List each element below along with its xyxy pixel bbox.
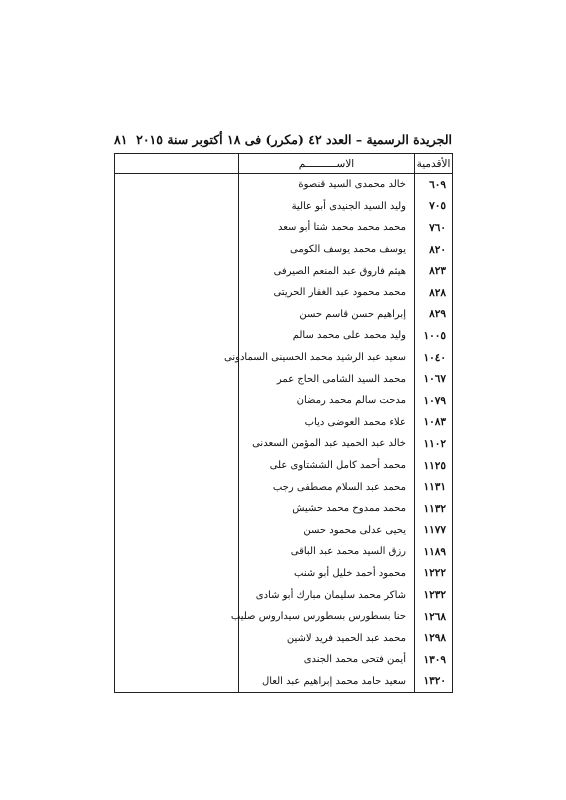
seniority-cell: ٨٢٩ [415,304,453,326]
seniority-cell: ٨٢٣ [415,260,453,282]
seniority-cell: ١٠٦٧ [415,368,453,390]
seniority-cell: ١١٧٧ [415,520,453,542]
seniority-cell: ٦٠٩ [415,174,453,196]
table-row [115,174,453,196]
name-cell: يوسف محمد يوسف الكومى [239,239,415,261]
name-cell: أيمن فتحى محمد الجندى [239,649,415,671]
table-row [115,606,453,628]
extra-cell [115,390,239,412]
seniority-cell: ١١٢٥ [415,455,453,477]
extra-cell [115,325,239,347]
seniority-cell: ١١٣١ [415,476,453,498]
extra-cell [115,368,239,390]
name-cell: وليد السيد الجنيدى أبو عالية [239,196,415,218]
table-row [115,433,453,455]
seniority-cell: ١٠٨٣ [415,412,453,434]
name-cell: هيثم فاروق عبد المنعم الصيرفى [239,260,415,282]
name-cell: إبراهيم حسن قاسم حسن [239,304,415,326]
table-row [115,498,453,520]
extra-cell [115,498,239,520]
extra-cell [115,304,239,326]
seniority-cell: ١١٨٩ [415,541,453,563]
seniority-cell: ١٣٢٠ [415,671,453,693]
name-cell: محمد ممدوح محمد حشيش [239,498,415,520]
extra-cell [115,563,239,585]
table-row [115,476,453,498]
name-cell: مدحت سالم محمد رمضان [239,390,415,412]
seniority-cell: ١٢٢٢ [415,563,453,585]
name-cell: محمد محمود عبد الغفار الحريتى [239,282,415,304]
table-row [115,520,453,542]
extra-cell [115,649,239,671]
name-cell: محمد عبد السلام مصطفى رجب [239,476,415,498]
name-cell: سعيد عبد الرشيد محمد الحسينى السمادونى [239,347,415,369]
extra-cell [115,217,239,239]
seniority-cell: ٧٦٠ [415,217,453,239]
name-cell: محمد أحمد كامل الششتاوى على [239,455,415,477]
table-row [115,239,453,261]
table-row [115,671,453,693]
seniority-cell: ١٠٤٠ [415,347,453,369]
table-header-row [115,154,453,174]
name-cell: وليد محمد على محمد سالم [239,325,415,347]
table-row [115,390,453,412]
seniority-cell: ١٠٧٩ [415,390,453,412]
table-row [115,260,453,282]
page-number: ٨١ [114,132,128,147]
extra-cell [115,671,239,693]
extra-cell [115,282,239,304]
extra-cell [115,433,239,455]
table-row [115,455,453,477]
page-header-title: الجريدة الرسمية – العدد ٤٢ (مكرر) فى ١٨ أكتوبر سنة ٢٠١٥ [136,132,452,147]
table-row [115,649,453,671]
name-cell: محمد عبد الحميد فريد لاشين [239,627,415,649]
name-cell: يحيى عدلى محمود حسن [239,520,415,542]
table-row [115,541,453,563]
name-cell: سعيد حامد محمد إبراهيم عبد العال [239,671,415,693]
seniority-table [114,153,453,693]
extra-cell [115,260,239,282]
seniority-cell: ١٠٠٥ [415,325,453,347]
table-row [115,347,453,369]
name-cell: شاكر محمد سليمان مبارك أبو شادى [239,584,415,606]
seniority-cell: ١٢٩٨ [415,627,453,649]
column-header-seniority: الأقدمية [415,154,453,174]
seniority-cell: ١٣٠٩ [415,649,453,671]
table-row [115,325,453,347]
extra-cell [115,584,239,606]
extra-cell [115,541,239,563]
extra-cell [115,606,239,628]
table-row [115,304,453,326]
seniority-cell: ٧٠٥ [415,196,453,218]
name-cell: حنا بسطورس بسطورس سيداروس صليب [239,606,415,628]
extra-cell [115,239,239,261]
table-body [115,174,453,693]
page-header [114,132,452,150]
name-cell: محمود أحمد خليل أبو شنب [239,563,415,585]
extra-cell [115,520,239,542]
name-cell: خالد محمدى السيد قنصوة [239,174,415,196]
extra-cell [115,476,239,498]
seniority-cell: ١١٣٢ [415,498,453,520]
table-row [115,563,453,585]
extra-cell [115,196,239,218]
table-row [115,627,453,649]
extra-cell [115,174,239,196]
table-row [115,217,453,239]
extra-cell [115,455,239,477]
table-row [115,412,453,434]
table-row [115,282,453,304]
seniority-cell: ١١٠٢ [415,433,453,455]
name-cell: رزق السيد محمد عبد الباقى [239,541,415,563]
seniority-cell: ١٢٦٨ [415,606,453,628]
table-row [115,368,453,390]
column-header-extra [115,154,239,174]
name-cell: خالد عبد الحميد عبد المؤمن السعدنى [239,433,415,455]
name-cell: محمد السيد الشامى الحاج عمر [239,368,415,390]
seniority-cell: ١٢٣٢ [415,584,453,606]
name-cell: علاء محمد العوضى دياب [239,412,415,434]
table-row [115,196,453,218]
extra-cell [115,347,239,369]
table-row [115,584,453,606]
name-cell: محمد محمد محمد شتا أبو سعد [239,217,415,239]
column-header-name: الاســــــــــم [239,154,415,174]
seniority-cell: ٨٢٠ [415,239,453,261]
extra-cell [115,412,239,434]
extra-cell [115,627,239,649]
seniority-cell: ٨٢٨ [415,282,453,304]
